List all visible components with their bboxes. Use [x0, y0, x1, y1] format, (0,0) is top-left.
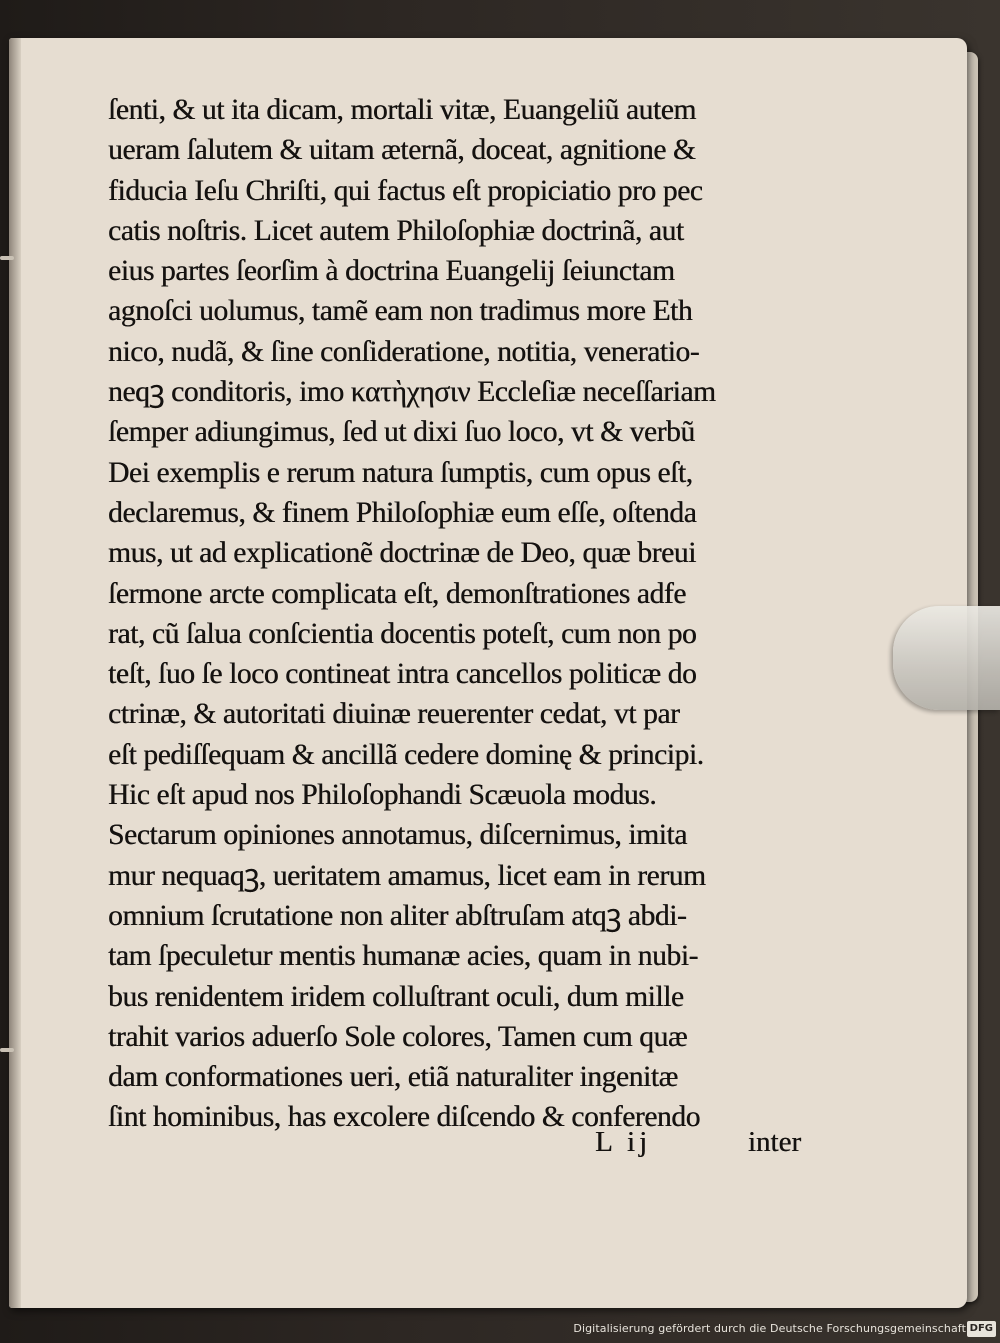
- footer-bar: [0, 1318, 1000, 1343]
- text-line: rat, cũ ſalua conſcientia docentis poteſt, cum non po: [108, 617, 697, 650]
- text-line: ſenti, & ut ita dicam, mortali vitæ, Euangeliũ autem: [108, 94, 696, 126]
- binding-thread: [0, 1048, 14, 1052]
- text-line: Hic eſt apud nos Philoſophandi Scæuola modus.: [108, 779, 657, 812]
- text-line: fiducia Ieſu Chriſti, qui factus eſt propiciatio pro pec: [108, 174, 703, 207]
- text-line: mur nequaqꝫ, ueritatem amamus, licet eam in rerum: [108, 859, 706, 892]
- text-line: Dei exemplis e rerum natura ſumptis, cum opus eſt,: [108, 456, 693, 489]
- text-line: ueram ſalutem & uitam æternã, doceat, agnitione &: [108, 134, 696, 167]
- funding-note: Digitalisierung gefördert durch die Deutsche Forschungsgemeinschaft: [573, 1322, 966, 1335]
- text-line: ſemper adiungimus, ſed ut dixi ſuo loco, vt & verbũ: [108, 416, 695, 449]
- text-line: nico, nudã, & ſine conſideratione, notitia, veneratio-: [108, 335, 700, 368]
- text-line: eius partes ſeorſim à doctrina Euangelij ſeiunctam: [108, 255, 675, 288]
- page-binding-edge: [9, 38, 21, 1308]
- text-line: ſint hominibus, has excolere diſcendo & conferendo: [108, 1101, 700, 1134]
- text-line: ctrinæ, & autoritati diuinæ reuerenter cedat, vt par: [108, 698, 680, 731]
- dfg-logo: DFG: [967, 1321, 996, 1337]
- text-line: dam conformationes ueri, etiã naturaliter ingenitæ: [108, 1061, 678, 1094]
- text-line: neqꝫ conditoris, imo κατὴχησιν Eccleſiæ neceſſariam: [108, 376, 716, 409]
- page-clip: [893, 606, 1000, 710]
- text-line: declaremus, & finem Philoſophiæ eum eſſe, oſtenda: [108, 496, 697, 529]
- text-line: Sectarum opiniones annotamus, diſcernimus, imita: [108, 819, 687, 852]
- text-line: teſt, ſuo ſe loco contineat intra cancellos politicæ do: [108, 658, 697, 691]
- signature-mark: L ij: [595, 1126, 652, 1158]
- catchword: inter: [747, 1126, 801, 1158]
- text-line: bus renidentem iridem colluſtrant oculi, dum mille: [108, 980, 684, 1013]
- text-line: trahit varios aduerſo Sole colores, Tamen cum quæ: [108, 1020, 688, 1053]
- text-line: omnium ſcrutatione non aliter abſtruſam atqꝫ abdi-: [108, 899, 687, 932]
- binding-thread: [0, 256, 14, 260]
- text-line: tam ſpeculetur mentis humanæ acies, quam in nubi-: [108, 940, 698, 973]
- text-line: agnoſci uolumus, tamẽ eam non tradimus more Eth: [108, 295, 693, 328]
- signature-line: [108, 1122, 803, 1162]
- page-text: [108, 90, 803, 1138]
- text-line: catis noſtris. Licet autem Philoſophiæ doctrinã, aut: [108, 214, 684, 247]
- text-line: ſermone arcte complicata eſt, demonſtrationes adfe: [108, 577, 686, 610]
- text-line: mus, ut ad explicationẽ doctrinæ de Deo, quæ breui: [108, 537, 696, 570]
- text-line: eſt pediſſequam & ancillã cedere dominę & principi.: [108, 738, 704, 771]
